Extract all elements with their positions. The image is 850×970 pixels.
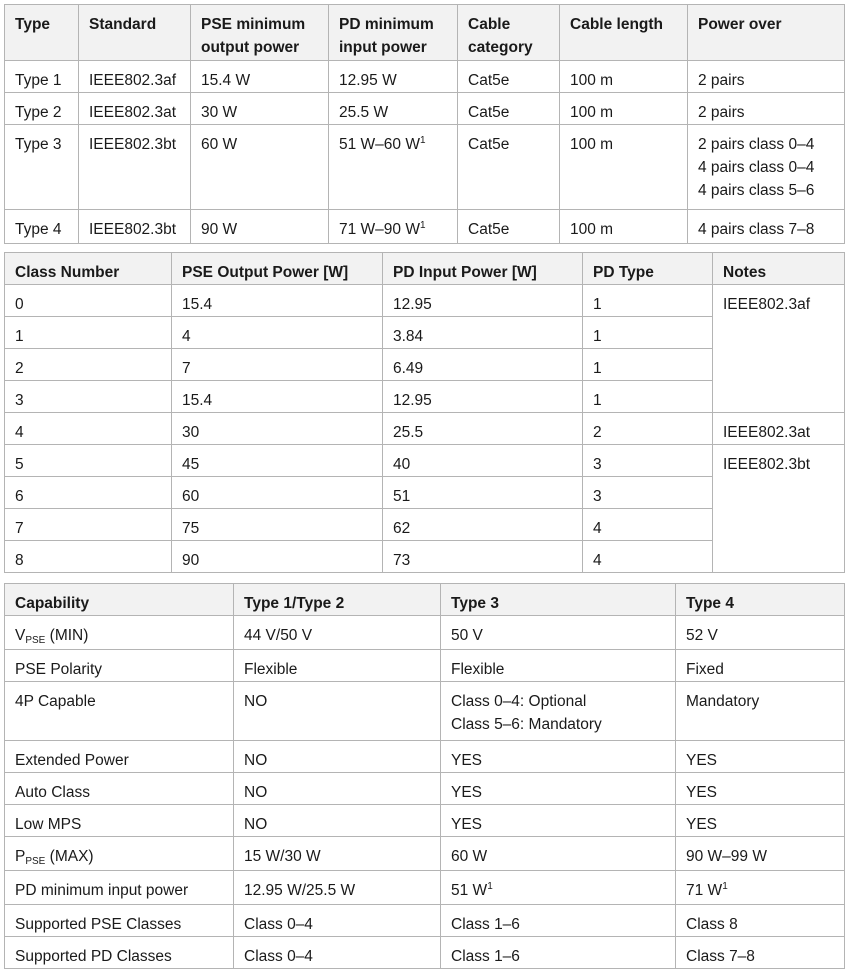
standard-cell: IEEE802.3bt: [79, 210, 191, 244]
power-over-line: 4 pairs class 5–6: [698, 182, 815, 199]
type4-value: Fixed: [686, 661, 724, 678]
type4-cell: [676, 905, 845, 937]
class-number-cell: 7: [5, 509, 172, 541]
class-number-cell: 8: [5, 541, 172, 573]
col-header-pd-input: PD Input Power [W]: [383, 253, 583, 285]
capability-cell: [5, 871, 234, 905]
pse-output-cell: 15.4: [172, 285, 383, 317]
col-header-pse-min-output: PSE minimum output power: [191, 5, 329, 61]
pd-input-cell: 12.95: [383, 381, 583, 413]
table-row: [5, 682, 845, 741]
power-over-cell: [688, 93, 845, 125]
notes-cell: IEEE802.3bt: [713, 445, 845, 573]
pd-input-cell: 12.95: [383, 285, 583, 317]
type12-cell: NO: [234, 682, 441, 741]
class-number-cell: 0: [5, 285, 172, 317]
footnote-marker: 1: [419, 135, 426, 146]
class-number-cell: 4: [5, 413, 172, 445]
type4-value: YES: [686, 752, 718, 769]
type3-cell: [441, 616, 676, 650]
capability-cell: [5, 616, 234, 650]
type4-value: 90 W–99 W: [686, 848, 767, 865]
pd-input-cell: 62: [383, 509, 583, 541]
type3-line: Class 5–6: Mandatory: [451, 716, 602, 733]
type3-cell: [441, 937, 676, 969]
col-header-type4: Type 4: [676, 584, 845, 616]
table-row: [5, 837, 845, 871]
col-header-standard: Standard: [79, 5, 191, 61]
standard-cell: IEEE802.3af: [79, 61, 191, 93]
capability-label: 4P Capable: [15, 693, 96, 710]
class-number-cell: 5: [5, 445, 172, 477]
poe-types-body: [5, 61, 845, 244]
type4-cell: [676, 805, 845, 837]
type12-cell: Flexible: [234, 650, 441, 682]
capability-label: Auto Class: [15, 784, 90, 801]
type12-cell: Class 0–4: [234, 937, 441, 969]
capability-suffix: (MIN): [45, 627, 89, 644]
power-over-line: 2 pairs: [698, 72, 745, 89]
capability-cell: [5, 773, 234, 805]
type4-value: YES: [686, 816, 718, 833]
type3-line: Flexible: [451, 661, 505, 678]
type3-line: 60 W: [451, 848, 488, 865]
type3-cell: [441, 773, 676, 805]
table-row: [5, 937, 845, 969]
pse-output-cell: 45: [172, 445, 383, 477]
class-number-cell: 1: [5, 317, 172, 349]
col-header-cable-category: Cable category: [458, 5, 560, 61]
poe-classes-body: [5, 285, 845, 573]
class-number-cell: 2: [5, 349, 172, 381]
table-row: [5, 871, 845, 905]
cable-length-cell: 100 m: [560, 210, 688, 244]
capability-cell: [5, 837, 234, 871]
pd-type-cell: 4: [583, 541, 713, 573]
table-row: [5, 616, 845, 650]
table-row: [5, 805, 845, 837]
capability-label: Supported PSE Classes: [15, 916, 182, 933]
type4-cell: [676, 837, 845, 871]
type4-value: YES: [686, 784, 718, 801]
pd-input-cell: [329, 125, 458, 210]
class-number-cell: 3: [5, 381, 172, 413]
table-row: [5, 125, 845, 210]
capability-label: PD minimum input power: [15, 882, 189, 899]
class-number-cell: 6: [5, 477, 172, 509]
capability-cell: [5, 650, 234, 682]
pd-input-cell: 3.84: [383, 317, 583, 349]
type3-line: YES: [451, 784, 483, 801]
type4-cell: [676, 616, 845, 650]
capabilities-body: [5, 616, 845, 969]
capability-subscript: PSE: [25, 635, 46, 646]
capability-label: PSE Polarity: [15, 661, 103, 678]
col-header-class-number: Class Number: [5, 253, 172, 285]
pd-type-cell: 1: [583, 349, 713, 381]
cable-category-cell: Cat5e: [458, 210, 560, 244]
type-cell: Type 2: [5, 93, 79, 125]
pse-output-cell: 90 W: [191, 210, 329, 244]
pse-output-cell: 60 W: [191, 125, 329, 210]
footnote-marker: 1: [722, 881, 728, 892]
table-row: [5, 773, 845, 805]
type-cell: Type 4: [5, 210, 79, 244]
power-over-line: 2 pairs: [698, 104, 745, 121]
pse-output-cell: 7: [172, 349, 383, 381]
pd-type-cell: 1: [583, 285, 713, 317]
table-header-row: [5, 584, 845, 616]
pd-input-cell: 6.49: [383, 349, 583, 381]
type3-line: 51 W: [451, 882, 488, 899]
pd-input-value: 51 W–60 W: [339, 136, 420, 153]
pd-input-cell: [329, 61, 458, 93]
type4-value: 71 W: [686, 882, 723, 899]
type4-cell: [676, 773, 845, 805]
capability-label: Supported PD Classes: [15, 948, 172, 965]
pse-output-cell: 60: [172, 477, 383, 509]
type3-line: YES: [451, 816, 483, 833]
type4-value: Mandatory: [686, 693, 760, 710]
pd-input-cell: 73: [383, 541, 583, 573]
standard-cell: IEEE802.3bt: [79, 125, 191, 210]
cable-length-cell: 100 m: [560, 61, 688, 93]
col-header-type: Type: [5, 5, 79, 61]
pse-output-cell: 15.4: [172, 381, 383, 413]
pse-output-cell: 4: [172, 317, 383, 349]
table-row: [5, 445, 845, 477]
capability-label: Low MPS: [15, 816, 82, 833]
type4-cell: [676, 871, 845, 905]
capability-label: V: [15, 627, 26, 644]
type4-cell: [676, 741, 845, 773]
type3-line: YES: [451, 752, 483, 769]
capability-cell: [5, 905, 234, 937]
type3-line: 50 V: [451, 627, 483, 644]
capability-cell: [5, 741, 234, 773]
poe-types-table: [4, 4, 845, 244]
col-header-type3: Type 3: [441, 584, 676, 616]
power-over-line: 4 pairs class 7–8: [698, 221, 815, 238]
col-header-pd-min-input: PD minimum input power: [329, 5, 458, 61]
col-header-pd-type: PD Type: [583, 253, 713, 285]
capability-cell: [5, 805, 234, 837]
table-row: [5, 413, 845, 445]
col-header-type12: Type 1/Type 2: [234, 584, 441, 616]
type3-cell: [441, 805, 676, 837]
type12-cell: NO: [234, 773, 441, 805]
capability-cell: [5, 682, 234, 741]
type4-cell: [676, 937, 845, 969]
capability-subscript: PSE: [25, 856, 46, 867]
power-over-cell: [688, 210, 845, 244]
type-cell: Type 1: [5, 61, 79, 93]
pse-output-cell: 30: [172, 413, 383, 445]
pd-input-cell: 25.5: [383, 413, 583, 445]
col-header-cable-length: Cable length: [560, 5, 688, 61]
pse-output-cell: 90: [172, 541, 383, 573]
col-header-capability: Capability: [5, 584, 234, 616]
type3-cell: [441, 682, 676, 741]
type3-line: Class 1–6: [451, 948, 520, 965]
pd-input-value: 71 W–90 W: [339, 221, 420, 238]
notes-cell: IEEE802.3af: [713, 285, 845, 413]
type12-cell: 15 W/30 W: [234, 837, 441, 871]
cable-category-cell: Cat5e: [458, 125, 560, 210]
notes-cell: IEEE802.3at: [713, 413, 845, 445]
capability-cell: [5, 937, 234, 969]
type12-cell: 12.95 W/25.5 W: [234, 871, 441, 905]
type3-cell: [441, 650, 676, 682]
pd-type-cell: 3: [583, 477, 713, 509]
table-row: [5, 61, 845, 93]
type3-cell: [441, 905, 676, 937]
type4-value: Class 8: [686, 916, 738, 933]
type12-cell: 44 V/50 V: [234, 616, 441, 650]
cable-category-cell: Cat5e: [458, 93, 560, 125]
pd-input-cell: [329, 210, 458, 244]
poe-classes-table: [4, 252, 845, 573]
table-header-row: [5, 253, 845, 285]
type3-line: Class 1–6: [451, 916, 520, 933]
col-header-notes: Notes: [713, 253, 845, 285]
standard-cell: IEEE802.3at: [79, 93, 191, 125]
type4-cell: [676, 650, 845, 682]
pd-input-cell: 40: [383, 445, 583, 477]
pd-type-cell: 1: [583, 317, 713, 349]
pd-type-cell: 2: [583, 413, 713, 445]
power-over-line: 4 pairs class 0–4: [698, 159, 815, 176]
cable-length-cell: 100 m: [560, 125, 688, 210]
type4-value: 52 V: [686, 627, 718, 644]
type-cell: Type 3: [5, 125, 79, 210]
pd-input-value: 25.5 W: [339, 104, 389, 121]
pse-output-cell: 30 W: [191, 93, 329, 125]
type3-cell: [441, 871, 676, 905]
col-header-pse-output: PSE Output Power [W]: [172, 253, 383, 285]
type3-line: Class 0–4: Optional: [451, 693, 587, 710]
table-row: [5, 93, 845, 125]
pse-output-cell: 15.4 W: [191, 61, 329, 93]
footnote-marker: 1: [487, 881, 493, 892]
pd-type-cell: 4: [583, 509, 713, 541]
table-row: [5, 210, 845, 244]
pd-input-cell: [329, 93, 458, 125]
pd-input-value: 12.95 W: [339, 72, 397, 89]
power-over-cell: [688, 61, 845, 93]
type3-cell: [441, 837, 676, 871]
power-over-cell: [688, 125, 845, 210]
table-row: [5, 741, 845, 773]
capability-label: P: [15, 848, 26, 865]
capability-suffix: (MAX): [45, 848, 94, 865]
type4-value: Class 7–8: [686, 948, 755, 965]
col-header-power-over: Power over: [688, 5, 845, 61]
type12-cell: Class 0–4: [234, 905, 441, 937]
cable-length-cell: 100 m: [560, 93, 688, 125]
type12-cell: NO: [234, 805, 441, 837]
table-row: [5, 905, 845, 937]
cable-category-cell: Cat5e: [458, 61, 560, 93]
type3-cell: [441, 741, 676, 773]
power-over-line: 2 pairs class 0–4: [698, 136, 815, 153]
type4-cell: [676, 682, 845, 741]
capability-label: Extended Power: [15, 752, 129, 769]
pse-output-cell: 75: [172, 509, 383, 541]
pd-type-cell: 3: [583, 445, 713, 477]
type12-cell: NO: [234, 741, 441, 773]
footnote-marker: 1: [419, 220, 426, 231]
capabilities-table: [4, 583, 845, 969]
pd-type-cell: 1: [583, 381, 713, 413]
table-header-row: [5, 5, 845, 61]
table-row: [5, 650, 845, 682]
table-row: [5, 285, 845, 317]
pd-input-cell: 51: [383, 477, 583, 509]
